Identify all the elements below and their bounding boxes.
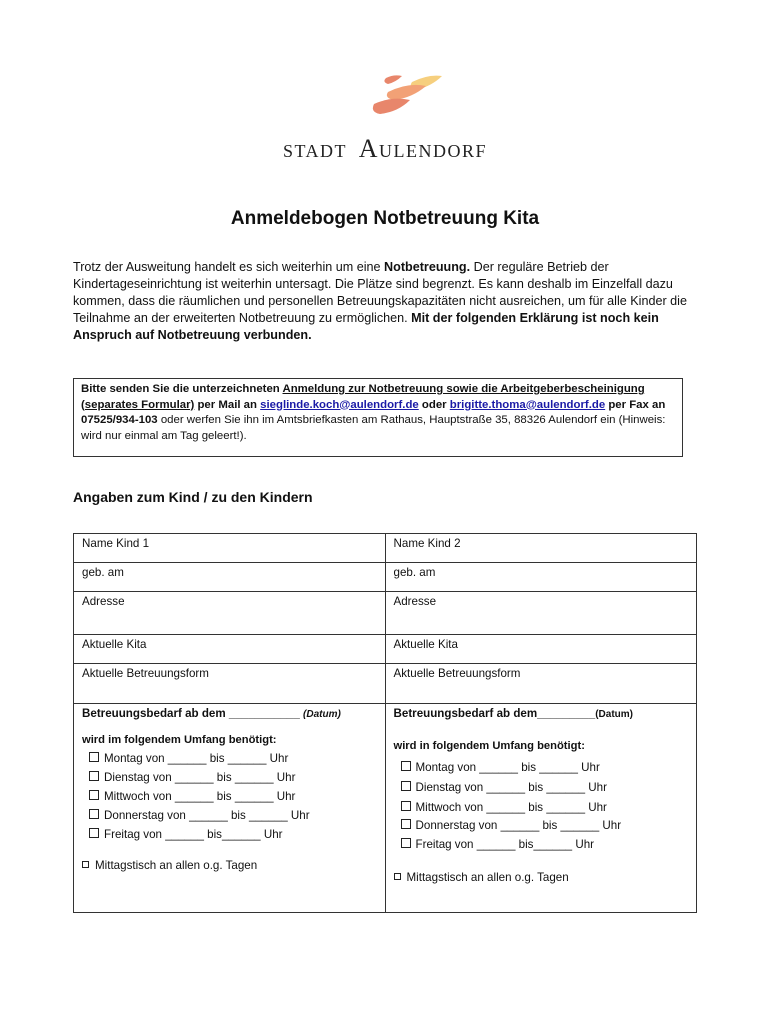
day-label: Mittwoch von ______ bis ______ Uhr [415,801,607,814]
notice-fax: per Fax an 07525/934-103 [81,398,666,426]
care-head-2 [394,707,690,720]
field-adresse-2[interactable] [385,592,697,635]
field-form-1[interactable] [74,664,386,704]
label-adresse-2: Adresse [393,595,437,608]
label-kita-1: Aktuelle Kita [82,638,147,651]
care-sub-2: wird in folgendem Umfang benötigt: [393,740,585,752]
lunch-label: Mittagstisch an allen o.g. Tagen [406,871,569,884]
field-form-2[interactable] [385,664,697,704]
checkbox[interactable] [82,861,89,868]
page-title: Anmeldebogen Notbetreuung Kita [230,208,540,229]
intro-text-1: Trotz der Ausweitung handelt es sich weiterhin um eine [73,260,385,274]
field-geb-1[interactable] [74,563,386,592]
notice-underlined: Anmeldung zur Notbetreuung sowie die Arbeitgeberbescheinigung (separates Formular) [81,383,645,411]
day-donnerstag-2[interactable] [394,819,690,832]
notice-text-3: oder [418,398,450,411]
day-label: Donnerstag von ______ bis ______ Uhr [104,809,310,822]
brand-a: A [358,134,379,163]
day-mittwoch-1[interactable] [82,790,378,803]
day-label: Montag von ______ bis ______ Uhr [415,761,600,774]
checkbox[interactable] [89,790,99,800]
checkbox[interactable] [401,801,411,811]
intro-bold-1: Notbetreuung. [384,260,471,274]
intro-paragraph [73,259,688,344]
day-freitag-2[interactable] [394,838,690,851]
checkbox[interactable] [401,819,411,829]
label-geb-2: geb. am [393,566,436,579]
care-datum-2: (Datum) [595,709,633,720]
care-cell-2 [385,704,697,913]
day-label: Mittwoch von ______ bis ______ Uhr [104,790,296,803]
care-sub-1: wird im folgendem Umfang benötigt: [82,734,277,746]
day-donnerstag-1[interactable] [82,809,378,822]
logo-leaf-middle [387,85,426,100]
notice-text-2: per Mail an [194,398,261,411]
field-adresse-1[interactable] [74,592,386,635]
lunch-option-1[interactable] [82,859,378,872]
notice-text-1: Bitte senden Sie die unterzeichneten [81,383,283,395]
care-head-text-1: Betreuungsbedarf ab dem ___________ [82,707,304,720]
intro-text-2: Der reguläre Betrieb der Kindertageseinrichtung ist weiterhin untersagt. Die Plätze sind begrenzt. Es kann deshalb im Einzelfall dazu kommen, dass die räumlichen und personellen Betreuungskapazitäten nicht ausreichen, um für alle Kinder die Teilnahme an der erweiterten Notbetreuung zu ermöglichen. [73,260,687,325]
email-link-koch[interactable]: sieglinde.koch@aulendorf.de [260,398,419,411]
day-label: Montag von ______ bis ______ Uhr [104,752,289,765]
day-montag-2[interactable] [394,761,690,774]
field-kita-2[interactable] [385,635,697,664]
day-label: Donnerstag von ______ bis ______ Uhr [415,819,622,832]
day-label: Dienstag von ______ bis ______ Uhr [415,781,607,794]
field-name-kind-2[interactable] [385,534,697,563]
day-label: Freitag von ______ bis______ Uhr [104,828,283,841]
checkbox[interactable] [401,781,411,791]
day-freitag-1[interactable] [82,828,378,841]
care-cell-1 [74,704,386,913]
field-geb-2[interactable] [385,563,697,592]
label-adresse-1: Adresse [82,595,125,608]
brand-rest: ULENDORF [379,141,488,161]
logo-icon [360,74,450,124]
section-title: Angaben zum Kind / zu den Kindern [73,489,313,505]
day-dienstag-2[interactable] [394,781,690,794]
lunch-option-2[interactable] [394,871,690,884]
day-dienstag-1[interactable] [82,771,378,784]
email-link-thoma[interactable]: brigitte.thoma@aulendorf.de [449,398,606,411]
field-kita-1[interactable] [74,635,386,664]
checkbox[interactable] [89,752,99,762]
label-geb-1: geb. am [82,566,124,579]
checkbox[interactable] [89,771,99,781]
logo-leaf-bottom [373,99,410,114]
checkbox[interactable] [89,809,99,819]
brand-wordmark [0,134,770,164]
notice-box [73,378,683,457]
day-mittwoch-2[interactable] [394,801,690,814]
lunch-label: Mittagstisch an allen o.g. Tagen [95,859,258,872]
intro-bold-2: Mit der folgenden Erklärung ist noch kein Anspruch auf Notbetreuung verbunden. [73,311,659,342]
children-table [73,533,697,913]
label-form-1: Aktuelle Betreuungsform [82,667,209,680]
label-form-2: Aktuelle Betreuungsform [393,667,521,680]
day-label: Dienstag von ______ bis ______ Uhr [104,771,296,784]
label-kita-2: Aktuelle Kita [393,638,458,651]
label-name-kind-2: Name Kind 2 [393,537,461,550]
checkbox[interactable] [401,838,411,848]
care-datum-1: (Datum) [303,709,341,720]
care-head-text-2: Betreuungsbedarf ab dem_________ [393,707,596,720]
checkbox[interactable] [401,761,411,771]
care-head-1 [82,707,378,720]
notice-text-5: oder werfen Sie ihn im Amtsbriefkasten am Rathaus, Hauptstraße 35, 88326 Aulendorf ein (Hinweis: wird nur einmal am Tag geleert!). [81,414,666,442]
day-label: Freitag von ______ bis______ Uhr [415,838,595,851]
brand-stadt: STADT [282,141,347,161]
logo-leaf-small [384,75,402,84]
label-name-kind-1: Name Kind 1 [82,537,150,550]
field-name-kind-1[interactable] [74,534,386,563]
day-montag-1[interactable] [82,752,378,765]
checkbox[interactable] [89,828,99,838]
checkbox[interactable] [394,873,401,880]
